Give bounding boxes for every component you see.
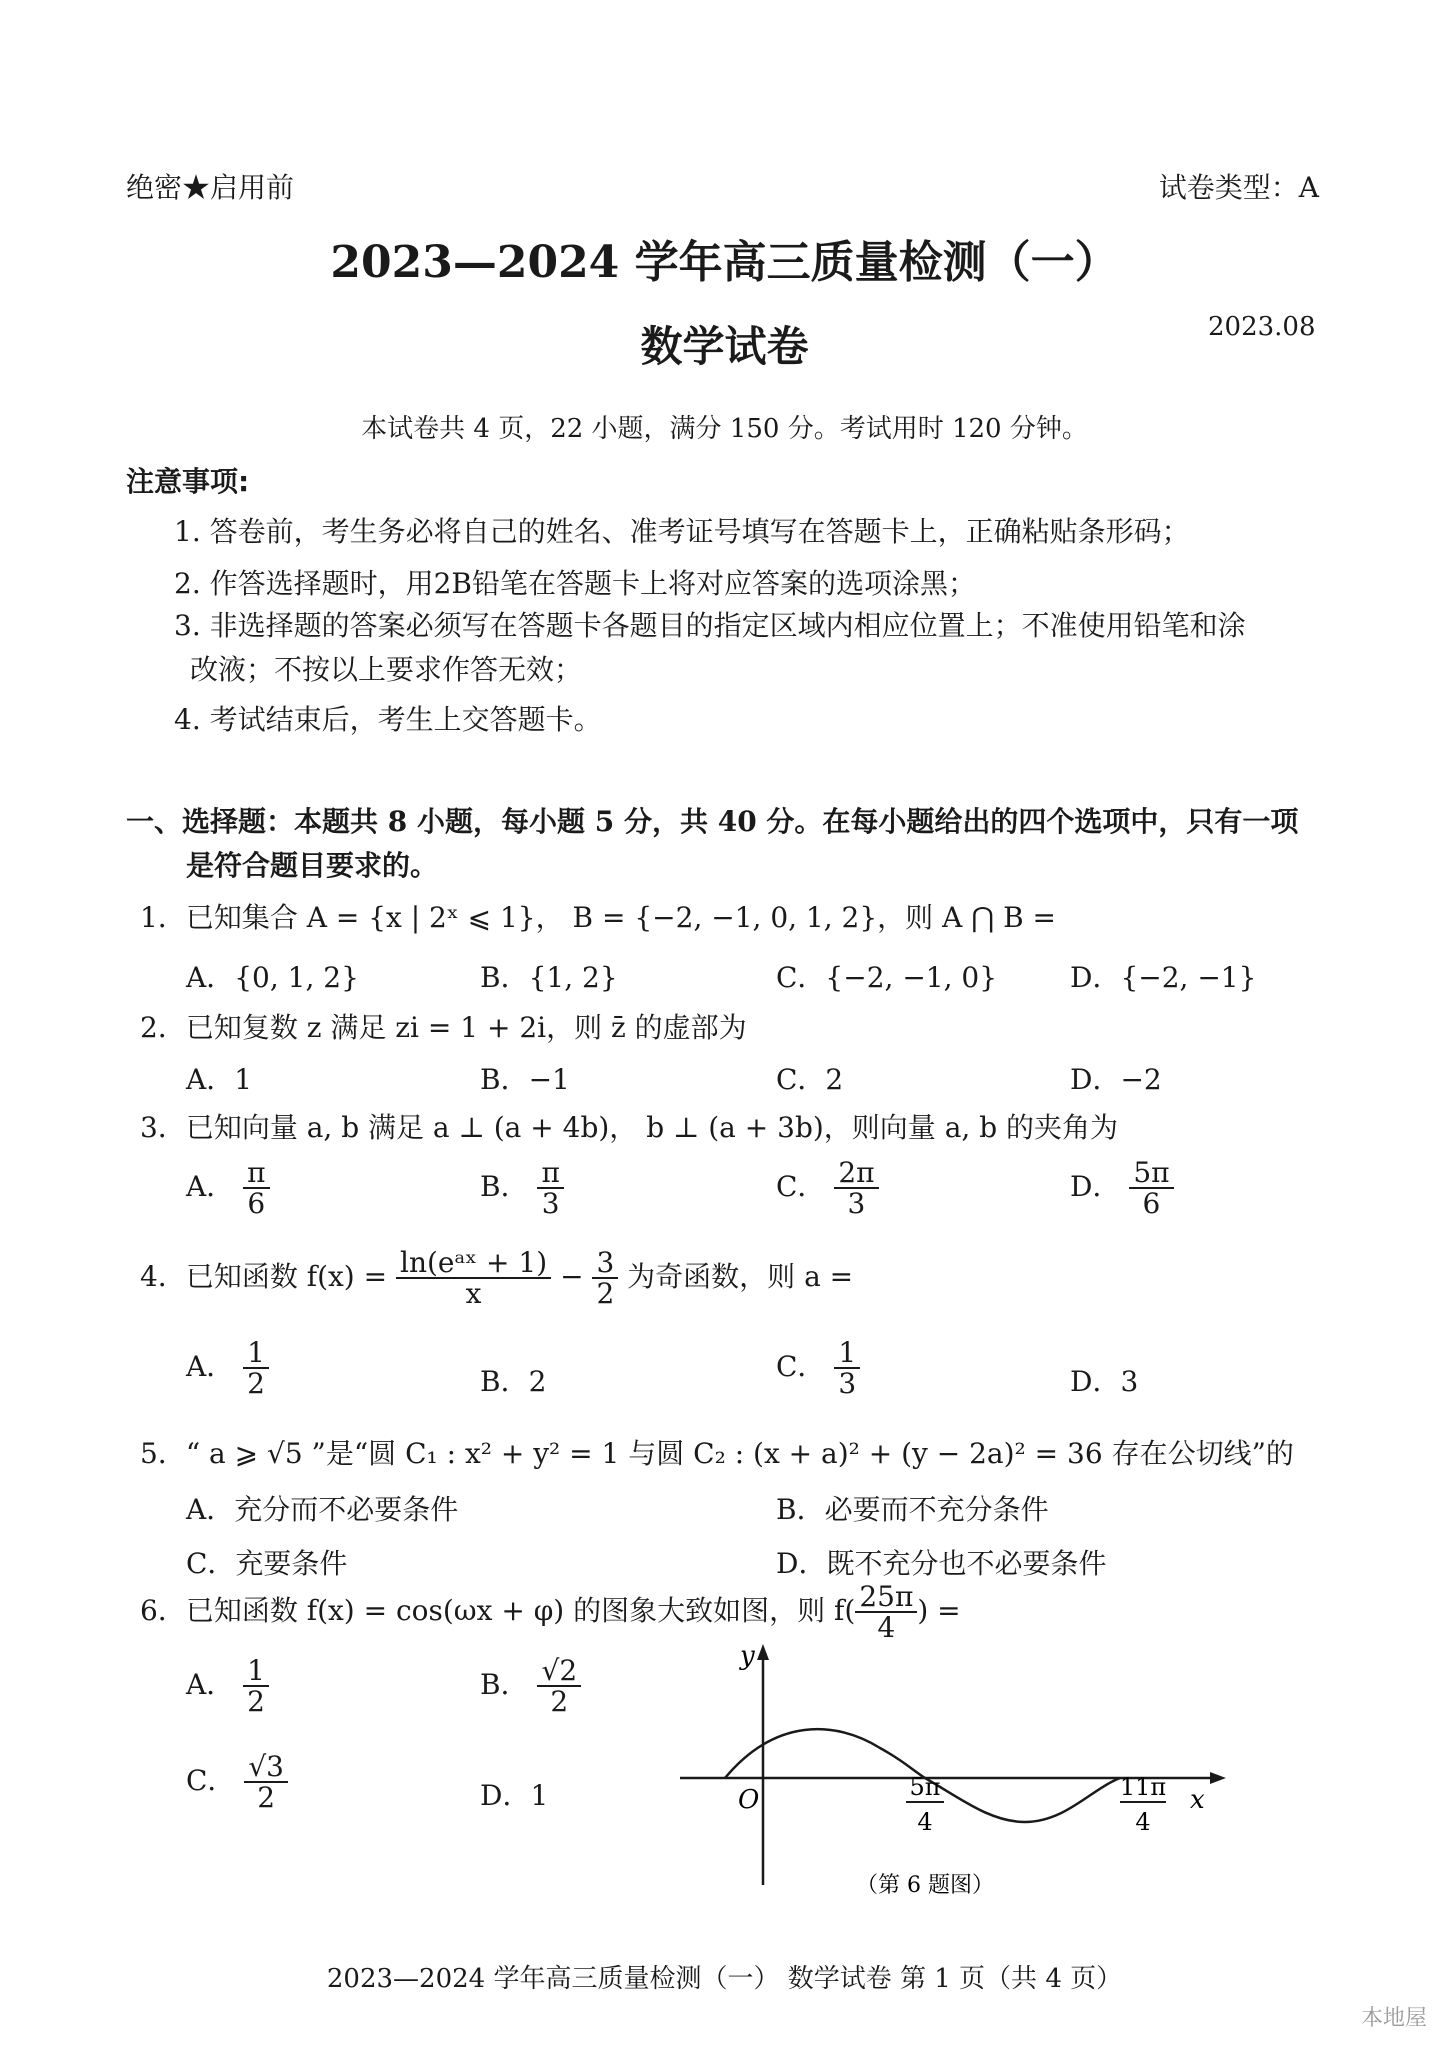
q6-option-b (480, 1656, 581, 1717)
section-heading: 一、选择题：本题共 8 小题，每小题 5 分，共 40 分。在每小题给出的四个选项中，只有一项 (126, 805, 1299, 838)
question-6-stem (140, 1582, 961, 1643)
q6-option-a (186, 1656, 269, 1717)
origin-label: O (738, 1785, 760, 1815)
q1-option-c: C．{−2, −1, 0} (776, 961, 998, 994)
fraction-numerator: 1 (243, 1338, 269, 1369)
q1-option-b: B．{1, 2} (480, 961, 618, 994)
fraction-numerator: π (537, 1158, 563, 1189)
q2-option-a: A．1 (186, 1063, 253, 1096)
tick-2-numerator: 11π (1119, 1773, 1167, 1801)
q1-option-d: D．{−2, −1} (1070, 961, 1257, 994)
exam-title: 2023—2024 学年高三质量检测（一） (330, 237, 1119, 288)
fraction-denominator: 3 (847, 1187, 866, 1221)
option-label: C． (186, 1763, 236, 1797)
fraction-numerator: 5π (1129, 1158, 1173, 1189)
question-5-stem: 5．“ a ⩾ √5 ”是“圆 C₁ : x² + y² = 1 与圆 C₂ : (x + a)² + (y − 2a)² = 36 存在公切线”的 (140, 1437, 1294, 1470)
note-item: 4. 考试结束后，考生上交答题卡。 (174, 703, 602, 736)
y-axis-label: y (740, 1641, 755, 1671)
note-item: 2. 作答选择题时，用2B铅笔在答题卡上将对应答案的选项涂黑； (174, 567, 977, 600)
fraction-denominator: x (465, 1277, 482, 1311)
option-label: D． (1070, 1169, 1121, 1203)
page-footer: 2023—2024 学年高三质量检测（一） 数学试卷 第 1 页（共 4 页） (326, 1964, 1123, 1994)
fraction-numerator: 3 (592, 1248, 618, 1279)
option-label: A． (186, 1667, 235, 1701)
option-label: A． (186, 1349, 235, 1383)
x-axis-arrow (1210, 1772, 1226, 1784)
paper-type-label: 试卷类型：A (1158, 171, 1319, 204)
q4-option-c (776, 1338, 860, 1399)
fraction-denominator: 2 (596, 1277, 615, 1311)
q4-option-a (186, 1338, 269, 1399)
fraction-denominator: 4 (877, 1611, 896, 1645)
fraction-numerator: 1 (243, 1656, 269, 1687)
q6-option-c (186, 1752, 288, 1813)
tick-1-numerator: 5π (909, 1773, 941, 1801)
q5-option-c: C．充要条件 (186, 1547, 348, 1580)
question-2-stem: 2．已知复数 z 满足 zi = 1 + 2i，则 z̄ 的虚部为 (140, 1011, 747, 1044)
q4-option-b: B．2 (480, 1365, 547, 1398)
fraction-denominator: 3 (838, 1367, 857, 1401)
x-axis-label: x (1190, 1785, 1205, 1815)
section-heading-cont: 是符合题目要求的。 (186, 849, 439, 882)
q6-suffix: ) = (917, 1593, 961, 1627)
fraction-denominator: 2 (257, 1781, 276, 1815)
q3-option-b (480, 1158, 564, 1219)
option-label: B． (480, 1667, 529, 1701)
fraction-numerator: ln(eᵃˣ + 1) (396, 1248, 551, 1279)
q6-prefix: 6．已知函数 f(x) = cos(ωx + φ) 的图象大致如图，则 f( (140, 1593, 856, 1627)
q4-suffix: 为奇函数，则 a = (627, 1259, 854, 1293)
q3-option-d (1070, 1158, 1174, 1219)
fraction-denominator: 2 (247, 1367, 265, 1401)
fraction-numerator: π (243, 1158, 269, 1189)
q5-option-b: B．必要而不充分条件 (776, 1493, 1049, 1526)
tick-1-denominator: 4 (917, 1808, 933, 1836)
minus-sign: − (560, 1259, 584, 1293)
fraction-numerator: √2 (537, 1656, 581, 1687)
watermark-logo: 本地屋 (1360, 2006, 1427, 2031)
note-item: 1. 答卷前，考生务必将自己的姓名、准考证号填写在答题卡上，正确粘贴条形码； (174, 515, 1190, 548)
fraction-denominator: 6 (247, 1187, 266, 1221)
subject-title: 数学试卷 (640, 322, 809, 371)
option-label: B． (480, 1169, 529, 1203)
fraction-denominator: 2 (247, 1685, 265, 1719)
option-label: C． (776, 1169, 826, 1203)
question-1-stem: 1．已知集合 A = {x | 2ˣ ⩽ 1}， B = {−2, −1, 0, 1, 2}，则 A ⋂ B = (140, 901, 1057, 934)
fraction-denominator: 6 (1142, 1187, 1161, 1221)
q5-option-d: D．既不充分也不必要条件 (776, 1547, 1107, 1580)
option-label: C． (776, 1349, 826, 1383)
question-4-stem (140, 1248, 853, 1309)
exam-summary: 本试卷共 4 页，22 小题，满分 150 分。考试用时 120 分钟。 (361, 414, 1088, 444)
q5-option-a: A．充分而不必要条件 (186, 1493, 459, 1526)
note-item: 改液；不按以上要求作答无效； (190, 653, 583, 686)
question-3-stem: 3．已知向量 a, b 满足 a ⊥ (a + 4b)， b ⊥ (a + 3b)，则向量 a, b 的夹角为 (140, 1111, 1119, 1144)
option-label: A． (186, 1169, 235, 1203)
fraction-denominator: 3 (541, 1187, 560, 1221)
exam-date: 2023.08 (1208, 312, 1316, 342)
fraction-numerator: 2π (834, 1158, 878, 1189)
q4-prefix: 4．已知函数 f(x) = (140, 1259, 388, 1293)
fraction-numerator: 25π (855, 1582, 917, 1613)
q3-option-c (776, 1158, 879, 1219)
y-axis-arrow (757, 1644, 769, 1660)
q6-option-d: D．1 (480, 1779, 549, 1812)
q2-option-c: C．2 (776, 1063, 844, 1096)
q3-option-a (186, 1158, 270, 1219)
q2-option-b: B．−1 (480, 1063, 570, 1096)
q1-option-a: A．{0, 1, 2} (186, 961, 359, 994)
fraction-denominator: 2 (550, 1685, 569, 1719)
graph-caption: （第 6 题图） (856, 1873, 994, 1898)
fraction-numerator: √3 (244, 1752, 288, 1783)
cosine-graph (670, 1640, 1230, 1900)
notes-heading: 注意事项: (126, 465, 250, 498)
q4-option-d: D．3 (1070, 1365, 1139, 1398)
note-item: 3. 非选择题的答案必须写在答题卡各题目的指定区域内相应位置上；不准使用铅笔和涂 (174, 609, 1246, 642)
confidential-label: 绝密★启用前 (126, 171, 295, 204)
tick-2-denominator: 4 (1135, 1808, 1151, 1836)
q2-option-d: D．−2 (1070, 1063, 1162, 1096)
fraction-numerator: 1 (834, 1338, 860, 1369)
